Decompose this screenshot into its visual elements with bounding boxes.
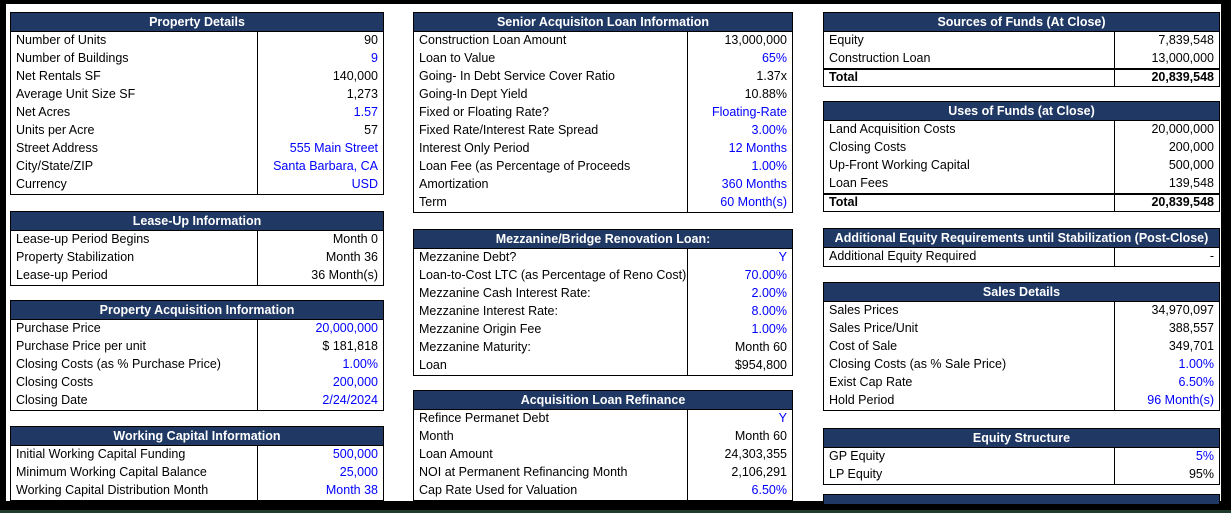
row-label: Closing Date xyxy=(16,393,88,407)
table-row xyxy=(414,32,792,50)
table-row xyxy=(11,374,383,392)
row-value-cell[interactable]: 9 xyxy=(257,50,383,68)
row-label: Purchase Price xyxy=(16,321,101,335)
row-value-cell[interactable]: 1.00% xyxy=(257,356,383,374)
table-row xyxy=(11,446,383,464)
row-value-cell[interactable]: 13,000,000 xyxy=(1114,50,1219,68)
table-row xyxy=(824,320,1219,338)
table-row xyxy=(11,267,383,285)
row-value-cell[interactable]: 1.57 xyxy=(257,104,383,122)
row-value-cell[interactable]: 24,303,355 xyxy=(687,446,792,464)
row-label: Land Acquisition Costs xyxy=(829,122,956,136)
panel-acquisition-loan-refinance xyxy=(413,390,793,501)
row-value-cell[interactable]: 20,839,548 xyxy=(1114,70,1219,86)
panel-title-sources-of-funds-at-close: Sources of Funds (At Close) xyxy=(824,13,1219,32)
panel-title-mezzanine-bridge-renovation-loan: Mezzanine/Bridge Renovation Loan: xyxy=(414,230,792,249)
table-row xyxy=(11,158,383,176)
row-label: Sales Prices xyxy=(829,303,899,317)
row-label: NOI at Permanent Refinancing Month xyxy=(419,465,628,479)
row-value-cell[interactable]: 25,000 xyxy=(257,464,383,482)
table-row xyxy=(824,356,1219,374)
panel-title-property-acquisition-information: Property Acquisition Information xyxy=(11,301,383,320)
row-label: Currency xyxy=(16,177,67,191)
table-row xyxy=(414,50,792,68)
row-label: Minimum Working Capital Balance xyxy=(16,465,207,479)
row-value-cell[interactable]: 2.00% xyxy=(687,285,792,303)
row-label: Closing Costs xyxy=(829,140,907,154)
table-row xyxy=(414,303,792,321)
row-value-cell[interactable]: 360 Months xyxy=(687,176,792,194)
table-row xyxy=(824,338,1219,356)
row-label: Mezzanine Maturity: xyxy=(419,340,531,354)
table-row xyxy=(824,175,1219,193)
table-row xyxy=(414,285,792,303)
row-value-cell[interactable]: 2/24/2024 xyxy=(257,392,383,410)
panel-title-senior-acquisiton-loan-information: Senior Acquisiton Loan Information xyxy=(414,13,792,32)
row-label: City/State/ZIP xyxy=(16,159,94,173)
table-row xyxy=(824,193,1219,211)
row-label: Hold Period xyxy=(829,393,895,407)
table-row xyxy=(11,68,383,86)
panel-sales-details xyxy=(823,282,1220,411)
panel-title-property-details: Property Details xyxy=(11,13,383,32)
row-label: Mezzanine Debt? xyxy=(419,250,517,264)
row-value-cell[interactable]: 500,000 xyxy=(257,446,383,464)
row-value-cell[interactable]: 20,839,548 xyxy=(1114,195,1219,211)
row-label: Loan to Value xyxy=(419,51,496,65)
row-label: Initial Working Capital Funding xyxy=(16,447,186,461)
row-label: Lease-up Period xyxy=(16,268,108,282)
row-value-cell[interactable]: Floating-Rate xyxy=(687,104,792,122)
row-value-cell[interactable]: 60 Month(s) xyxy=(687,194,792,212)
row-label: Refince Permanet Debt xyxy=(419,411,549,425)
row-label: Total xyxy=(829,70,858,84)
table-row xyxy=(824,248,1219,266)
row-value-cell[interactable]: 3.00% xyxy=(687,122,792,140)
row-value-cell[interactable]: 349,701 xyxy=(1114,338,1219,356)
row-value-cell[interactable]: 139,548 xyxy=(1114,175,1219,193)
row-value-cell[interactable]: - xyxy=(1114,248,1219,266)
row-value-cell[interactable]: 7,839,548 xyxy=(1114,32,1219,50)
panel-title-acquisition-loan-refinance: Acquisition Loan Refinance xyxy=(414,391,792,410)
cutoff-panel-header xyxy=(823,494,1220,504)
table-row xyxy=(414,357,792,375)
row-value-cell[interactable]: 6.50% xyxy=(687,482,792,500)
table-row xyxy=(414,194,792,212)
table-row xyxy=(414,122,792,140)
row-value-cell[interactable]: 1,273 xyxy=(257,86,383,104)
row-label: Net Rentals SF xyxy=(16,69,101,83)
table-row xyxy=(11,50,383,68)
table-row xyxy=(824,157,1219,175)
table-row xyxy=(824,50,1219,68)
panel-property-details xyxy=(10,12,384,195)
row-label: Average Unit Size SF xyxy=(16,87,136,101)
panel-title-sales-details: Sales Details xyxy=(824,283,1219,302)
row-label: Closing Costs (as % Purchase Price) xyxy=(16,357,221,371)
row-value-cell[interactable]: 200,000 xyxy=(257,374,383,392)
row-value-cell[interactable]: 20,000,000 xyxy=(1114,121,1219,139)
row-value-cell[interactable]: 20,000,000 xyxy=(257,320,383,338)
row-label: Total xyxy=(829,195,858,209)
table-row xyxy=(414,140,792,158)
row-value-cell[interactable]: 36 Month(s) xyxy=(257,267,383,285)
row-value-cell[interactable]: 1.00% xyxy=(687,158,792,176)
table-row xyxy=(11,231,383,249)
row-value-cell[interactable]: 10.88% xyxy=(687,86,792,104)
row-value-cell[interactable]: 500,000 xyxy=(1114,157,1219,175)
row-value-cell[interactable]: 90 xyxy=(257,32,383,50)
table-row xyxy=(11,464,383,482)
row-label: LP Equity xyxy=(829,467,883,481)
row-label: Loan-to-Cost LTC (as Percentage of Reno Cost) xyxy=(419,268,687,282)
panel-title-equity-structure: Equity Structure xyxy=(824,429,1219,448)
row-label: Up-Front Working Capital xyxy=(829,158,970,172)
row-value-cell[interactable]: 13,000,000 xyxy=(687,32,792,50)
row-value-cell[interactable]: Month 0 xyxy=(257,231,383,249)
row-value-cell[interactable]: 140,000 xyxy=(257,68,383,86)
row-label: Sales Price/Unit xyxy=(829,321,918,335)
table-row xyxy=(414,428,792,446)
panel-additional-equity-requirements-until-stabilization-post-close xyxy=(823,228,1220,267)
table-row xyxy=(11,32,383,50)
table-row xyxy=(414,249,792,267)
table-row xyxy=(414,86,792,104)
row-label: Lease-up Period Begins xyxy=(16,232,150,246)
row-label: Loan Amount xyxy=(419,447,493,461)
row-value-cell[interactable]: Santa Barbara, CA xyxy=(257,158,383,176)
table-row xyxy=(11,176,383,194)
table-row xyxy=(11,338,383,356)
panel-lease-up-information xyxy=(10,211,384,286)
row-label: Term xyxy=(419,195,447,209)
table-row xyxy=(11,86,383,104)
table-row xyxy=(824,68,1219,86)
row-label: Number of Units xyxy=(16,33,107,47)
row-value-cell[interactable]: 200,000 xyxy=(1114,139,1219,157)
row-label: Month xyxy=(419,429,454,443)
table-row xyxy=(824,32,1219,50)
row-value-cell[interactable]: Y xyxy=(687,249,792,267)
table-row xyxy=(824,302,1219,320)
table-row xyxy=(824,466,1219,484)
row-label: Working Capital Distribution Month xyxy=(16,483,209,497)
table-row xyxy=(414,104,792,122)
row-value-cell[interactable]: $954,800 xyxy=(687,357,792,375)
table-row xyxy=(11,392,383,410)
table-row xyxy=(414,68,792,86)
table-row xyxy=(414,464,792,482)
table-row xyxy=(414,446,792,464)
row-label: Mezzanine Origin Fee xyxy=(419,322,542,336)
row-label: Purchase Price per unit xyxy=(16,339,146,353)
row-label: Number of Buildings xyxy=(16,51,129,65)
row-label: Exist Cap Rate xyxy=(829,375,913,389)
row-value-cell[interactable]: 388,557 xyxy=(1114,320,1219,338)
row-value-cell[interactable]: 65% xyxy=(687,50,792,68)
row-value-cell[interactable]: 1.00% xyxy=(1114,356,1219,374)
row-label: Units per Acre xyxy=(16,123,95,137)
panel-mezzanine-bridge-renovation-loan xyxy=(413,229,793,376)
row-label: Mezzanine Cash Interest Rate: xyxy=(419,286,591,300)
row-value-cell[interactable]: 555 Main Street xyxy=(257,140,383,158)
table-row xyxy=(11,104,383,122)
table-row xyxy=(11,249,383,267)
row-label: Fixed or Floating Rate? xyxy=(419,105,549,119)
panel-title-lease-up-information: Lease-Up Information xyxy=(11,212,383,231)
table-row xyxy=(414,321,792,339)
table-row xyxy=(414,176,792,194)
row-value-cell[interactable]: Month 36 xyxy=(257,249,383,267)
row-label: Construction Loan Amount xyxy=(419,33,567,47)
panel-uses-of-funds-at-close xyxy=(823,101,1220,212)
table-row xyxy=(824,374,1219,392)
table-row xyxy=(414,482,792,500)
panel-senior-acquisiton-loan-information xyxy=(413,12,793,213)
row-value-cell[interactable]: 6.50% xyxy=(1114,374,1219,392)
row-value-cell[interactable]: 8.00% xyxy=(687,303,792,321)
row-label: Going-In Dept Yield xyxy=(419,87,528,101)
table-row xyxy=(414,267,792,285)
table-row xyxy=(824,139,1219,157)
table-row xyxy=(824,448,1219,466)
row-value-cell[interactable]: 57 xyxy=(257,122,383,140)
table-row xyxy=(414,158,792,176)
panel-property-acquisition-information xyxy=(10,300,384,411)
row-value-cell[interactable]: 95% xyxy=(1114,466,1219,484)
row-label: Street Address xyxy=(16,141,98,155)
row-value-cell[interactable]: Month 38 xyxy=(257,482,383,500)
row-label: Cost of Sale xyxy=(829,339,898,353)
row-value-cell[interactable]: 12 Months xyxy=(687,140,792,158)
row-value-cell[interactable]: USD xyxy=(257,176,383,194)
panel-title-working-capital-information: Working Capital Information xyxy=(11,427,383,446)
row-label: Interest Only Period xyxy=(419,141,530,155)
row-value-cell[interactable]: 1.37x xyxy=(687,68,792,86)
row-label: Fixed Rate/Interest Rate Spread xyxy=(419,123,599,137)
row-value-cell[interactable]: 96 Month(s) xyxy=(1114,392,1219,410)
row-label: Loan Fee (as Percentage of Proceeds xyxy=(419,159,631,173)
table-row xyxy=(824,121,1219,139)
panel-working-capital-information xyxy=(10,426,384,501)
row-label: Property Stabilization xyxy=(16,250,135,264)
row-label: Closing Costs xyxy=(16,375,94,389)
table-row xyxy=(414,339,792,357)
table-row xyxy=(11,482,383,500)
row-value-cell[interactable]: Month 60 xyxy=(687,339,792,357)
table-row xyxy=(11,356,383,374)
row-label: Going- In Debt Service Cover Ratio xyxy=(419,69,615,83)
table-row xyxy=(414,410,792,428)
row-label: Equity xyxy=(829,33,864,47)
row-label: Construction Loan xyxy=(829,51,931,65)
row-value-cell[interactable]: 70.00% xyxy=(687,267,792,285)
row-value-cell[interactable]: 5% xyxy=(1114,448,1219,466)
panel-title-additional-equity-requirements-until-stabilization-post-close: Additional Equity Requirements until Stabilization (Post-Close) xyxy=(824,229,1219,248)
row-value-cell[interactable]: Month 60 xyxy=(687,428,792,446)
row-label: Loan xyxy=(419,358,447,372)
row-value-cell[interactable]: 2,106,291 xyxy=(687,464,792,482)
row-label: Net Acres xyxy=(16,105,71,119)
row-label: Mezzanine Interest Rate: xyxy=(419,304,558,318)
table-row xyxy=(11,140,383,158)
row-value-cell[interactable]: 34,970,097 xyxy=(1114,302,1219,320)
table-row xyxy=(11,122,383,140)
row-label: Loan Fees xyxy=(829,176,889,190)
row-label: Additional Equity Required xyxy=(829,249,977,263)
row-value-cell[interactable]: 1.00% xyxy=(687,321,792,339)
panel-equity-structure xyxy=(823,428,1220,485)
row-label: Cap Rate Used for Valuation xyxy=(419,483,578,497)
panel-sources-of-funds-at-close xyxy=(823,12,1220,87)
row-label: Amortization xyxy=(419,177,489,191)
table-row xyxy=(824,392,1219,410)
row-label: GP Equity xyxy=(829,449,886,463)
row-label: Closing Costs (as % Sale Price) xyxy=(829,357,1007,371)
panel-title-uses-of-funds-at-close: Uses of Funds (at Close) xyxy=(824,102,1219,121)
table-row xyxy=(11,320,383,338)
row-value-cell[interactable]: Y xyxy=(687,410,792,428)
row-value-cell[interactable]: $ 181,818 xyxy=(257,338,383,356)
